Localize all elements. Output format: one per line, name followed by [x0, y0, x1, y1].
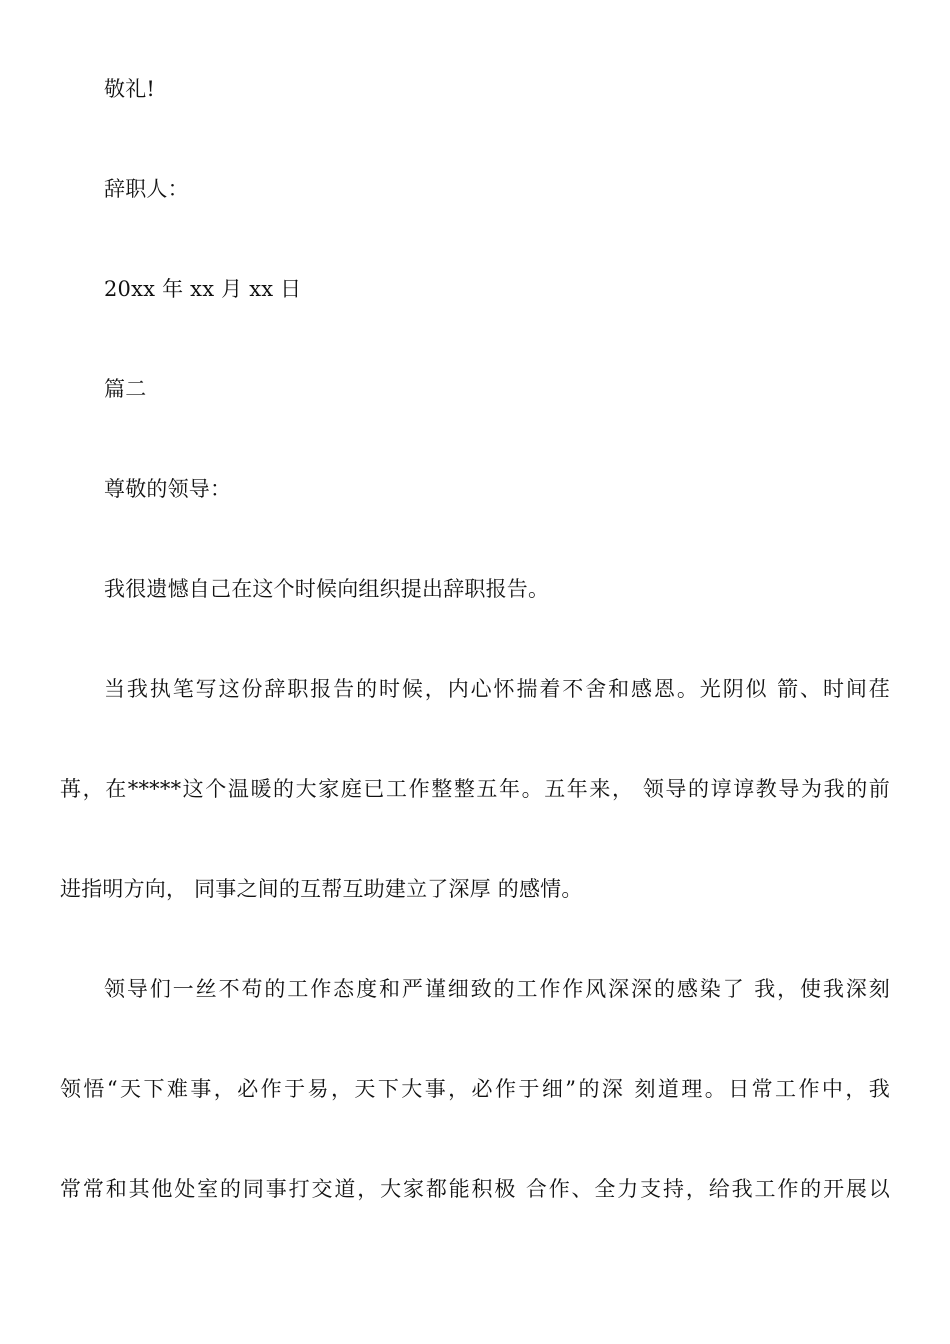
paragraph-1: 我很遗憾自己在这个时候向组织提出辞职报告。 [104, 577, 550, 601]
date-line: 20xx 年 xx 月 xx 日 [104, 277, 302, 301]
paragraph-3-line-2: 领悟“天下难事，必作于易，天下大事，必作于细”的深 刻道理。日常工作中，我 [60, 1077, 890, 1101]
signer-label: 辞职人： [104, 177, 189, 201]
paragraph-2-line-1: 当我执笔写这份辞职报告的时候，内心怀揣着不舍和感恩。光阴似 箭、时间荏 [104, 677, 890, 701]
section-title: 篇二 [104, 377, 147, 401]
closing-line: 敬礼! [104, 77, 156, 101]
salutation: 尊敬的领导： [104, 477, 232, 501]
paragraph-3-line-3: 常常和其他处室的同事打交道，大家都能积极 合作、全力支持，给我工作的开展以 [60, 1177, 890, 1201]
paragraph-2-line-3: 进指明方向， 同事之间的互帮互助建立了深厚 的感情。 [60, 877, 583, 901]
paragraph-3-line-1: 领导们一丝不苟的工作态度和严谨细致的工作作风深深的感染了 我，使我深刻 [104, 977, 890, 1001]
paragraph-2-line-2: 苒，在*****这个温暖的大家庭已工作整整五年。五年来， 领导的谆谆教导为我的前 [60, 777, 890, 801]
